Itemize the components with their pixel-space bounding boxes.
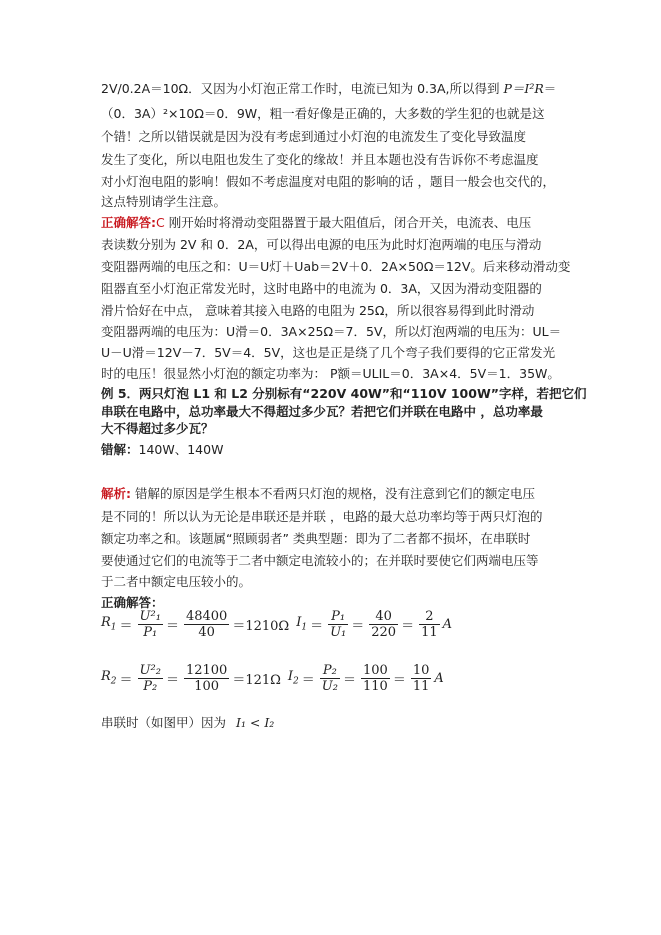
paragraph-line: 变阻器两端的电压之和：U＝U灯＋Uab＝2V＋0．2A×50Ω＝12V。后来移动滑动变 [101, 259, 571, 274]
fraction: $\frac{100}{110}$ [362, 662, 388, 694]
paragraph-line: 于二者中额定电压较小的。 [101, 574, 252, 589]
formula-var: $R_2$ [101, 669, 117, 687]
formula-result: ＝121Ω [232, 672, 281, 688]
paragraph-line: （0．3A）²×10Ω＝0．9W，粗一看好像是正确的，大多数的学生犯的也就是这 [101, 106, 545, 121]
paragraph-line: 额定功率之和。该题属“照顾弱者” 类典型题：即为了二者都不损坏，在串联时 [101, 531, 531, 546]
fraction: $\frac{40}{220}$ [371, 608, 397, 640]
text-span: 错解的原因是学生根本不看两只灯泡的规格，没有注意到它们的额定电压 [131, 486, 535, 501]
paragraph-line: 个错！之所以错误就是因为没有考虑到通过小灯泡的电流发生了变化导致温度 [101, 129, 527, 144]
wrong-answer-text: 140W、140W [138, 442, 224, 457]
fraction: $\frac{12100}{100}$ [185, 662, 228, 694]
text-span: 串联时（如图甲）因为 [101, 715, 227, 730]
paragraph-line [101, 80, 556, 98]
example-heading: 例 5．两只灯泡 L1 和 L2 分别标有“220V 40W”和“110V 100W”字样，若把它们 [101, 386, 587, 401]
condition: I₁ < I₂ [236, 715, 275, 730]
unit: A [434, 670, 444, 686]
formula-var: $I_2$ [287, 669, 299, 687]
paragraph-line: 是不同的！所以认为无论是串联还是并联 ，电路的最大总功率均等于两只灯泡的 [101, 509, 543, 524]
paragraph-line: 对小灯泡电阻的影响！假如不考虑温度对电阻的影响的话 ，题目一般会也交代的， [101, 174, 555, 189]
example-line: 串联在电路中，总功率最大不得超过多少瓦？若把它们并联在电路中 ，总功率最 [101, 404, 543, 419]
paragraph-line: U－U滑＝12V－7．5V＝4．5V，这也是正是绕了几个弯子我们要得的它正常发光 [101, 345, 556, 360]
paragraph-line: 滑片恰好在中点， 意味着其接入电路的电阻为 25Ω，所以很容易得到此时滑动 [101, 303, 535, 318]
text-span: ＝ [543, 81, 557, 96]
series-line [101, 714, 274, 732]
formula-result: ＝1210Ω [232, 618, 290, 634]
fraction: $\frac{\text{P₂}}{\text{U₂}}$ [321, 662, 338, 694]
fraction: $\frac{2}{11}$ [421, 608, 438, 640]
wrong-answer-label: 错解： [101, 442, 139, 457]
paragraph-line: 阻器直至小灯泡正常发光时，这时电路中的电流为 0．3A，又因为滑动变阻器的 [101, 281, 542, 296]
correct-answer-label: 正确解答: [101, 215, 156, 230]
formula-var: $R_1$ [101, 615, 117, 633]
paragraph-line: 这点特别请学生注意。 [101, 194, 227, 209]
fraction: $\frac{\text{U²₂}}{\text{P₂}}$ [139, 662, 161, 694]
answer-choice: C [156, 215, 165, 230]
paragraph-line: 要使通过它们的电流等于二者中额定电流较小的；在并联时要使它们两端电压等 [101, 553, 539, 568]
example-line: 大不得超过多少瓦？ [101, 421, 214, 436]
fraction: $\frac{\text{U²₁}}{\text{P₁}}$ [139, 608, 161, 640]
paragraph-line: 发生了变化，所以电阻也发生了变化的缘故！并且本题也没有告诉你不考虑温度 [101, 152, 539, 167]
fraction: $\frac{\text{P₁}}{\text{U₁}}$ [330, 608, 347, 640]
fraction: $\frac{10}{11}$ [412, 662, 430, 694]
unit: A [442, 616, 453, 632]
formula-var: $I_1$ [296, 615, 308, 633]
paragraph-line: 时的电压！很显然小灯泡的额定功率为： P额＝ULIL＝0．3A×4．5V＝1．35W。 [101, 366, 560, 381]
text-span: 刚开始时将滑动变阻器置于最大阻值后，闭合开关，电流表、电压 [164, 215, 532, 230]
correct-answer-heading [101, 214, 531, 232]
formula-inline: P＝I²R [503, 81, 544, 96]
paragraph-line: 表读数分别为 2V 和 0．2A，可以得出电源的电压为此时灯泡两端的电压与滑动 [101, 237, 542, 252]
analysis-heading [101, 485, 535, 503]
text-span: 2V/0.2A＝10Ω．又因为小灯泡正常工作时，电流已知为 0.3A,所以得到 [101, 81, 504, 96]
wrong-answer-line [101, 441, 223, 459]
formula-row-2: $R_2$ ＝ $\frac{\text{U²₂}}{\text{P₂}}$ ＝ $\frac{12100}{100}$ ＝121Ω $I_2$ ＝ $\frac{\text{P₂}}{\text{U₂}}$ ＝ $\frac{100}{110}$ ＝ $\frac{10}{11}$ A [101, 662, 444, 694]
formula-row-1: $R_1$ ＝ $\frac{\text{U²₁}}{\text{P₁}}$ ＝ $\frac{48400}{40}$ ＝1210Ω $I_1$ ＝ $\frac{\text{P₁}}{\text{U₁}}$ ＝ $\frac{40}{220}$ ＝ $\frac{2}{11}$ A [101, 608, 453, 640]
analysis-label: 解析: [101, 486, 131, 501]
correct-answer-label-2: 正确解答： [101, 595, 164, 610]
paragraph-line: 变阻器两端的电压为：U滑＝0．3A×25Ω＝7．5V，所以灯泡两端的电压为：UL＝ [101, 324, 562, 339]
fraction: $\frac{48400}{40}$ [185, 608, 228, 640]
